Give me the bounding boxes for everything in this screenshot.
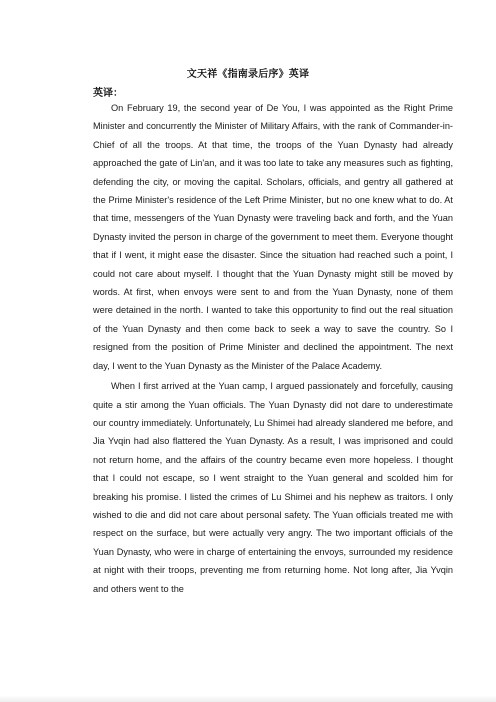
paragraph-2: When I first arrived at the Yuan camp, I argued passionately and forcefully, causing quite a stir among the Yuan officials. The Yuan Dynasty did not dare to underestimate our country immediately. Unfortunately, Lu Shimei had already slandered me before, and Jia Yvqin had also flattered the Yuan Dynasty. As a result, I was imprisoned and could not return home, and the affairs of the country became even more hopeless. I thought that I could not escape, so I went straight to the Yuan general and scolded him for breaking his promise. I listed the crimes of Lu Shimei and his nephew as traitors. I only wished to die and did not care about personal safety. The Yuan officials treated me with respect on the surface, but were actually very angry. The two important officials of the Yuan Dynasty, who were in charge of entertaining the envoys, surrounded my residence at night with their troops, preventing me from returning home. Not long after, Jia Yvqin and others went to the [93, 381, 453, 594]
document-body [93, 99, 453, 598]
paragraph-1: On February 19, the second year of De You, I was appointed as the Right Prime Minister and concurrently the Minister of Military Affairs, with the rank of Commander-in-Chief of all the troops. At that time, the troops of the Yuan Dynasty had already approached the gate of Lin'an, and it was too late to take any measures such as fighting, defending the city, or moving the capital. Scholars, officials, and gentry all gathered at the Prime Minister's residence of the Left Prime Minister, but no one knew what to do. At that time, messengers of the Yuan Dynasty were traveling back and forth, and the Yuan Dynasty invited the person in charge of the government to meet them. Everyone thought that if I went, it might ease the disaster. Since the situation had reached such a point, I could not care about myself. I thought that the Yuan Dynasty might still be moved by words. At first, when envoys were sent to and from the Yuan Dynasty, none of them were detained in the north. I wanted to take this opportunity to find out the real situation of the Yuan Dynasty and then come back to seek a way to save the country. So I resigned from the position of Prime Minister and declined the appointment. The next day, I went to the Yuan Dynasty as the Minister of the Palace Academy. [93, 103, 453, 371]
document-title: 文天祥《指南录后序》英译 [186, 69, 310, 80]
section-label: 英译： [93, 88, 123, 99]
page-bottom-edge [0, 695, 496, 702]
